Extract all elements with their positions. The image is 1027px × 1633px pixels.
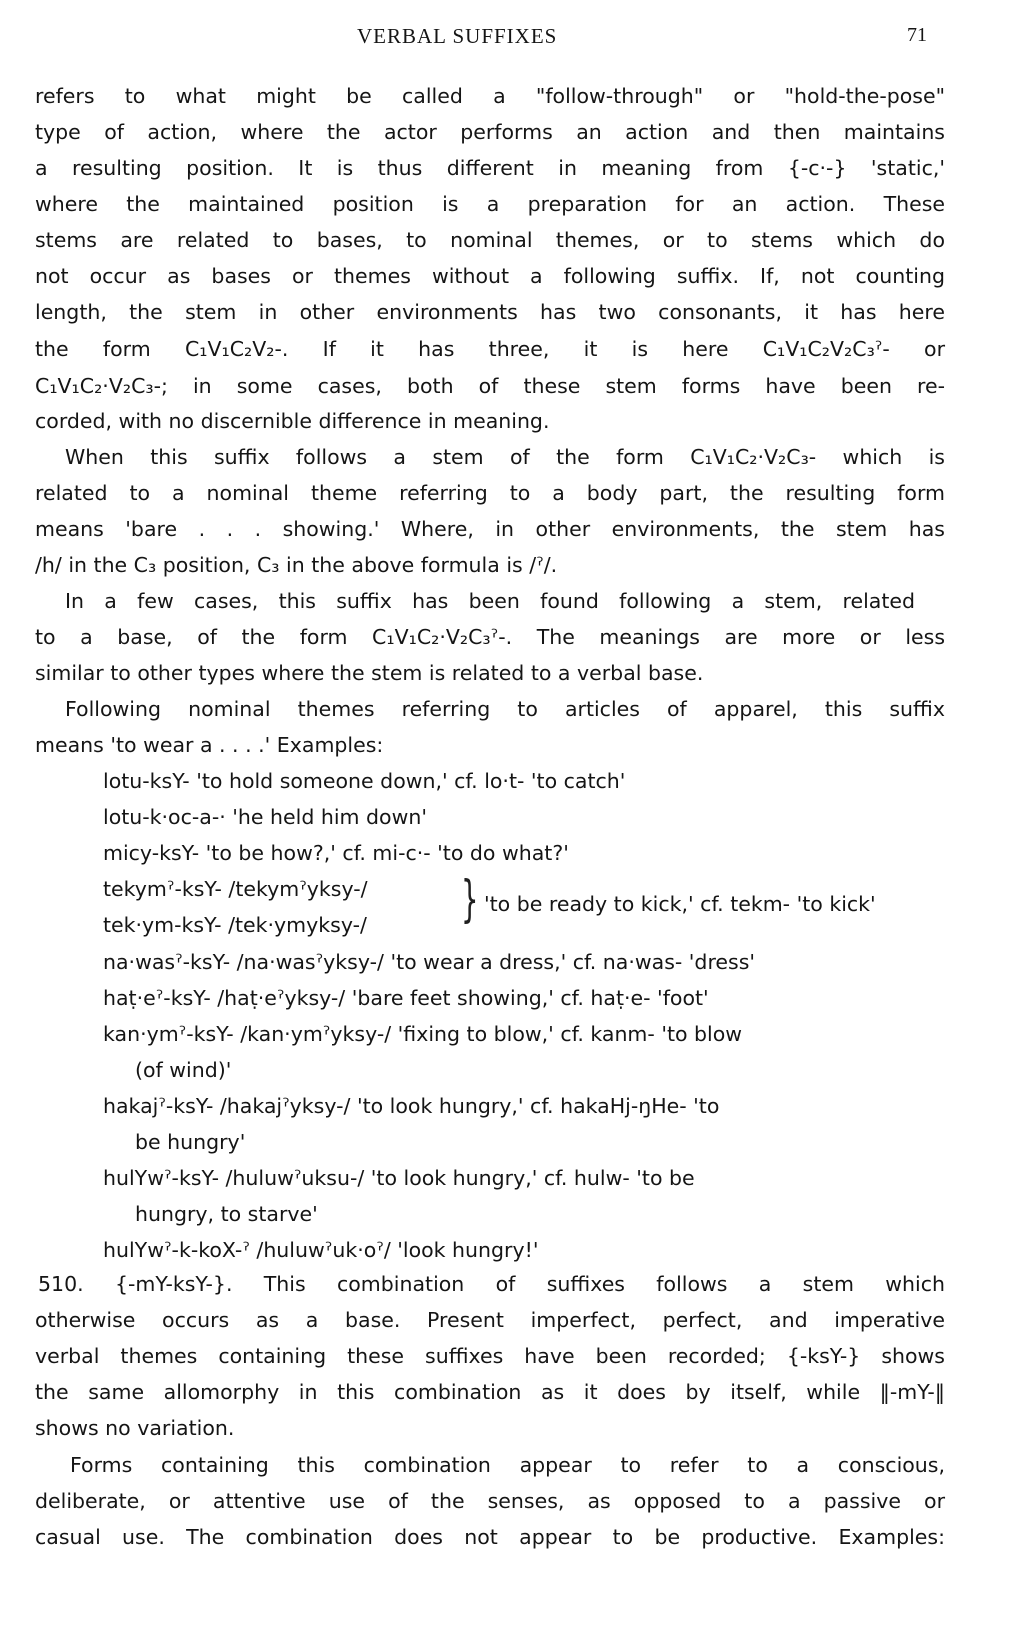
text-line: related to a nominal theme referring to a body part, the resulting form [35, 481, 945, 505]
text-line: the same allomorphy in this combination as it does by itself, while ‖-mY-‖ [35, 1380, 945, 1404]
text-line: a resulting position. It is thus different in meaning from {-c·-} 'static,' [35, 156, 945, 180]
example-item: hulYwˀ-k-koX-ˀ /huluwˀuk·oˀ/ 'look hungry!' [103, 1238, 539, 1262]
page-number: 71 [907, 24, 927, 46]
example-item: lotu-ksY- 'to hold someone down,' cf. lo·t- 'to catch' [103, 769, 626, 793]
example-continuation: be hungry' [135, 1130, 246, 1154]
example-continuation: hungry, to starve' [135, 1202, 318, 1226]
text-line: stems are related to bases, to nominal themes, or to stems which do [35, 228, 945, 252]
example-item: hakajˀ-ksY- /hakajˀyksy-/ 'to look hungry,' cf. hakaHj-ŋHe- 'to [103, 1094, 720, 1118]
text-line: means 'bare . . . showing.' Where, in other environments, the stem has [35, 517, 945, 541]
text-line: C₁V₁C₂·V₂C₃-; in some cases, both of these stem forms have been re- [35, 374, 945, 398]
text-line: In a few cases, this suffix has been found following a stem, related [65, 589, 915, 613]
page-header [0, 24, 1027, 54]
example-item: micy-ksY- 'to be how?,' cf. mi-c·- 'to do what?' [103, 841, 569, 865]
example-continuation: (of wind)' [135, 1058, 232, 1082]
text-line: type of action, where the actor performs an action and then maintains [35, 120, 945, 144]
text-line: When this suffix follows a stem of the form C₁V₁C₂·V₂C₃- which is [65, 445, 945, 469]
text-line: verbal themes containing these suffixes have been recorded; {-ksY-} shows [35, 1344, 945, 1368]
text-line: the form C₁V₁C₂V₂-. If it has three, it is here C₁V₁C₂V₂C₃ˀ- or [35, 337, 945, 361]
text-line: casual use. The combination does not appear to be productive. Examples: [35, 1525, 945, 1549]
text-line: shows no variation. [35, 1416, 235, 1440]
example-item: kan·ymˀ-ksY- /kan·ymˀyksy-/ 'fixing to blow,' cf. kanm- 'to blow [103, 1022, 743, 1046]
example-item: tekymˀ-ksY- /tekymˀyksy-/ [103, 877, 368, 901]
text-line: Forms containing this combination appear to refer to a conscious, [70, 1453, 945, 1477]
example-item: tek·ym-ksY- /tek·ymyksy-/ [103, 913, 367, 937]
example-item: na·wasˀ-ksY- /na·wasˀyksy-/ 'to wear a dress,' cf. na·was- 'dress' [103, 950, 756, 974]
text-line: 510. {-mY-ksY-}. This combination of suffixes follows a stem which [38, 1272, 945, 1296]
text-line: similar to other types where the stem is related to a verbal base. [35, 661, 704, 685]
text-line: Following nominal themes referring to articles of apparel, this suffix [65, 697, 945, 721]
shared-gloss: 'to be ready to kick,' cf. tekm- 'to kick' [484, 892, 876, 916]
brace-icon: } [461, 870, 479, 928]
text-line: deliberate, or attentive use of the senses, as opposed to a passive or [35, 1489, 945, 1513]
text-line: otherwise occurs as a base. Present imperfect, perfect, and imperative [35, 1308, 945, 1332]
text-line: where the maintained position is a preparation for an action. These [35, 192, 945, 216]
example-item: haṭ·eˀ-ksY- /haṭ·eˀyksy-/ 'bare feet showing,' cf. haṭ·e- 'foot' [103, 986, 709, 1010]
text-line: means 'to wear a . . . .' Examples: [35, 733, 384, 757]
text-line: refers to what might be called a "follow-through" or "hold-the-pose" [35, 84, 945, 108]
text-line: corded, with no discernible difference in meaning. [35, 409, 550, 433]
example-item: hulYwˀ-ksY- /huluwˀuksu-/ 'to look hungry,' cf. hulw- 'to be [103, 1166, 695, 1190]
text-line: to a base, of the form C₁V₁C₂·V₂C₃ˀ-. The meanings are more or less [35, 625, 945, 649]
running-title: VERBAL SUFFIXES [357, 24, 558, 48]
example-item: lotu-k·oc-a-· 'he held him down' [103, 805, 427, 829]
text-line: length, the stem in other environments has two consonants, it has here [35, 300, 945, 324]
text-line: /h/ in the C₃ position, C₃ in the above formula is /ˀ/. [35, 553, 558, 577]
text-line: not occur as bases or themes without a following suffix. If, not counting [35, 264, 945, 288]
